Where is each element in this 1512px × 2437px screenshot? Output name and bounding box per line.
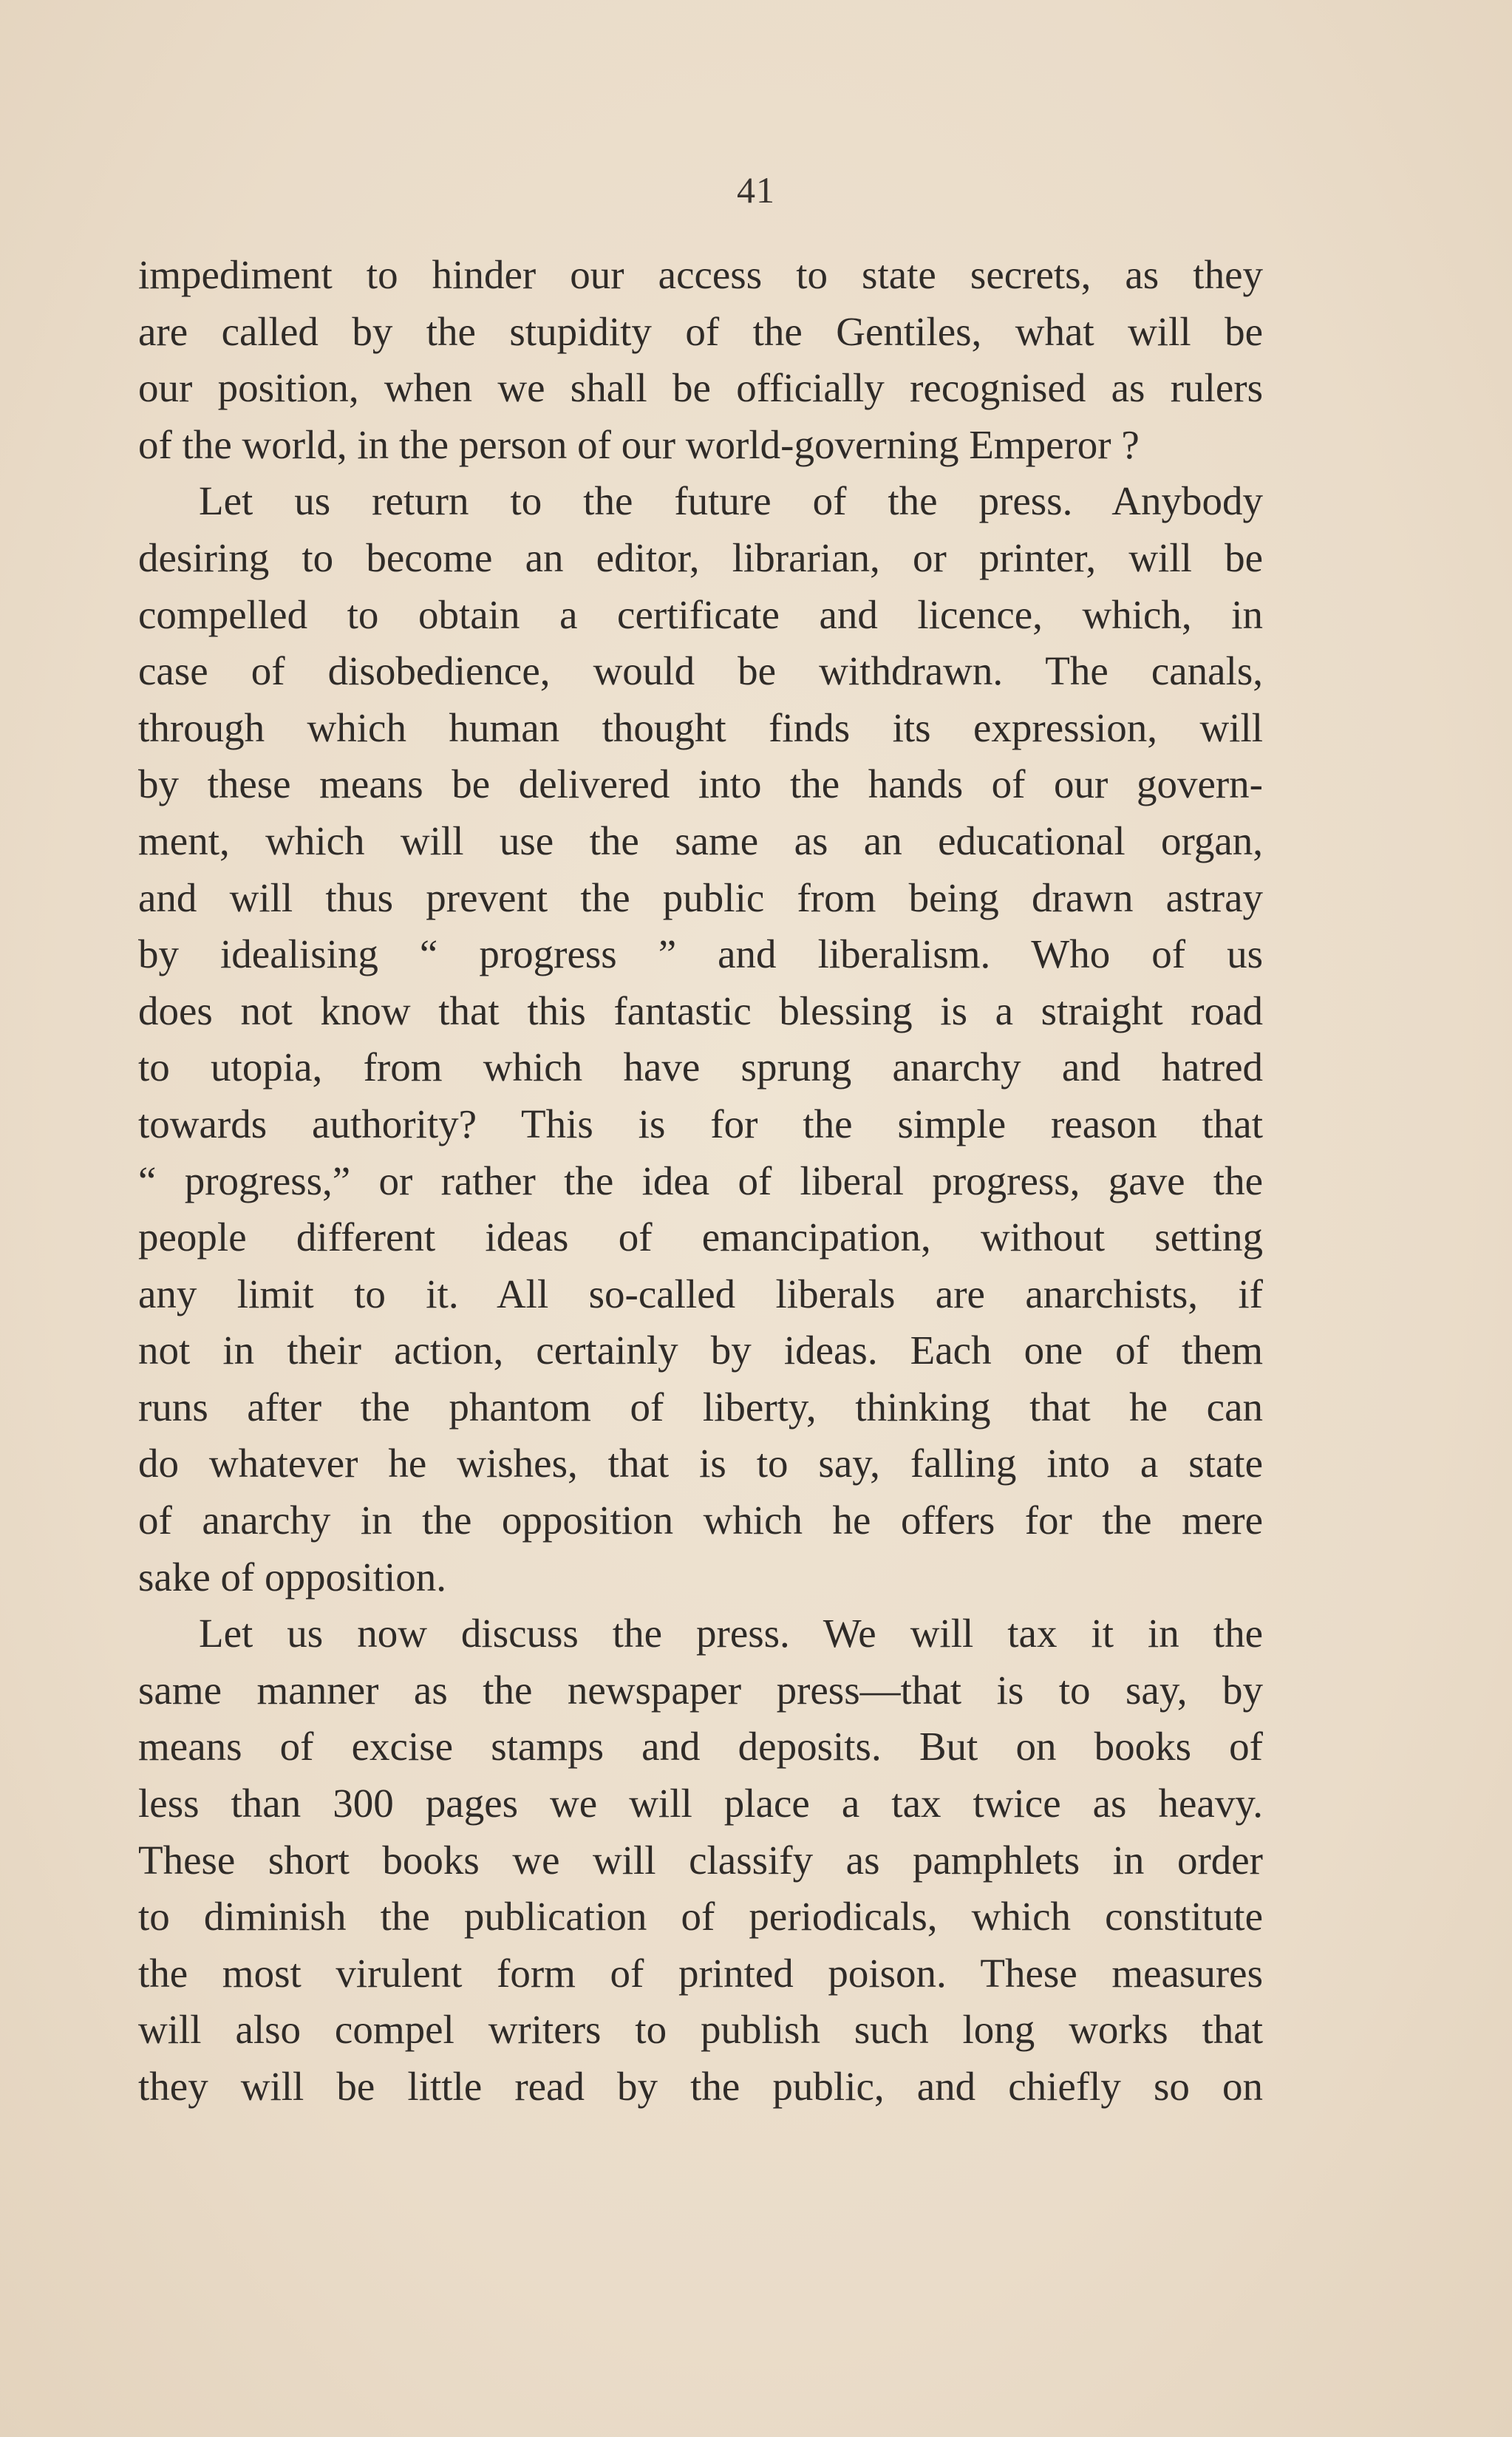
text-line: they will be little read by the public, and chiefly so on xyxy=(138,2064,1263,2109)
text-line: towards authority? This is for the simple reason that xyxy=(138,1101,1263,1146)
text-line: impediment to hinder our access to state secrets, as they xyxy=(138,252,1263,297)
text-line: Let us now discuss the press. We will tax it in the xyxy=(199,1611,1263,1656)
text-line: of the world, in the person of our world-governing Emperor ? xyxy=(138,421,1140,467)
page-number: 41 xyxy=(737,169,775,211)
text-line: “ progress,” or rather the idea of liberal progress, gave the xyxy=(138,1158,1263,1203)
text-line: the most virulent form of printed poison. These measures xyxy=(138,1950,1263,1996)
text-line: of anarchy in the opposition which he offers for the mere xyxy=(138,1498,1263,1543)
text-line: through which human thought finds its expression, will xyxy=(138,704,1263,750)
text-line: runs after the phantom of liberty, thinking that he can xyxy=(138,1384,1263,1430)
text-line: do whatever he wishes, that is to say, falling into a state xyxy=(138,1441,1263,1486)
text-line: by these means be delivered into the hands of our govern- xyxy=(138,761,1263,807)
text-line: does not know that this fantastic blessing is a straight road xyxy=(138,988,1263,1033)
text-line: same manner as the newspaper press—that is to say, by xyxy=(138,1667,1263,1713)
text-line: by idealising “ progress ” and liberalism. Who of us xyxy=(138,931,1263,977)
text-line: less than 300 pages we will place a tax twice as heavy. xyxy=(138,1781,1263,1826)
body-text xyxy=(138,247,1263,2115)
text-line: not in their action, certainly by ideas. Each one of them xyxy=(138,1328,1263,1373)
text-line: case of disobedience, would be withdrawn. The canals, xyxy=(138,648,1263,694)
text-line: desiring to become an editor, librarian, or printer, will be xyxy=(138,534,1263,580)
text-line: to diminish the publication of periodicals, which constitute xyxy=(138,1894,1263,1940)
text-line: These short books we will classify as pamphlets in order xyxy=(138,1837,1263,1883)
text-line: Let us return to the future of the press. Anybody xyxy=(199,478,1263,524)
text-line: any limit to it. All so-called liberals are anarchists, if xyxy=(138,1271,1263,1316)
text-line: ment, which will use the same as an educational organ, xyxy=(138,818,1263,863)
text-line: people different ideas of emancipation, without setting xyxy=(138,1214,1263,1260)
text-line: and will thus prevent the public from being drawn astray xyxy=(138,874,1263,920)
text-line: means of excise stamps and deposits. But on books of xyxy=(138,1724,1263,1770)
text-line: are called by the stupidity of the Gentiles, what will be xyxy=(138,308,1263,354)
text-line: will also compel writers to publish such long works that xyxy=(138,2007,1263,2053)
text-line: sake of opposition. xyxy=(138,1554,447,1600)
text-line: our position, when we shall be officially recognised as rulers xyxy=(138,365,1263,411)
text-line: compelled to obtain a certificate and licence, which, in xyxy=(138,591,1263,637)
text-line: to utopia, from which have sprung anarchy and hatred xyxy=(138,1044,1263,1090)
